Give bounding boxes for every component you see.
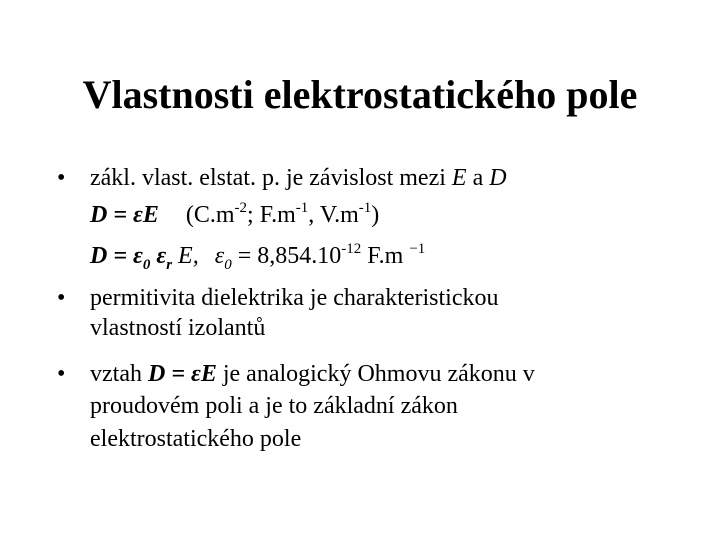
bullet-2-line-1: permitivita dielektrika je charakteristickou [90,285,499,311]
constant-exp: -12 [341,241,362,257]
bullet-3-line-2: proudovém poli a je to základní zákon [90,393,458,419]
formula-d-eq-epsilon-e: D = εE [90,202,159,228]
bullet-marker: • [57,165,66,191]
constant-value: = 8,854.10 [231,243,342,269]
bullet-3-suffix: je analogický Ohmovu zákonu v [216,361,535,387]
symbol-E: E [451,165,467,191]
units-exp-2: -1 [295,200,309,216]
formula-line-1 [90,200,379,230]
epsilon-r: ε [150,243,167,269]
epsilon-r-sub: r [166,256,173,273]
bullet-3-line-1 [90,359,535,389]
constant-unit-exp: −1 [409,241,426,257]
formula-d-lhs: D = ε [90,243,143,269]
bullet-1-text: zákl. vlast. elstat. p. je závislost mezi [90,165,452,191]
units-mid-2: , V.m [308,202,359,228]
symbol-e-comma: E, [172,243,199,269]
bullet-3-prefix: vztah [90,361,148,387]
epsilon-zero-sub: 0 [142,256,151,273]
units-exp-1: -2 [234,200,248,216]
constant-unit: F.m [361,243,410,269]
units-open: (C.m [185,202,235,228]
epsilon-0-sub: 0 [224,256,232,273]
bullet-1-line-1 [90,163,507,193]
slide-title: Vlastnosti elektrostatického pole [82,72,638,117]
units-close: ) [371,202,380,228]
formula-line-2 [90,241,425,271]
units-mid-1: ; F.m [247,202,296,228]
symbol-D: D [489,165,507,191]
bullet-3-line-3: elektrostatického pole [90,426,302,452]
epsilon-0: ε [214,243,225,269]
bullet-2-line-2: vlastností izolantů [90,315,266,341]
formula-d-eq-epsilon-e: D = εE [147,361,217,387]
units-exp-3: -1 [358,200,372,216]
bullet-marker: • [57,285,66,311]
bullet-1-conj: a [466,165,490,191]
bullet-marker: • [57,361,66,387]
